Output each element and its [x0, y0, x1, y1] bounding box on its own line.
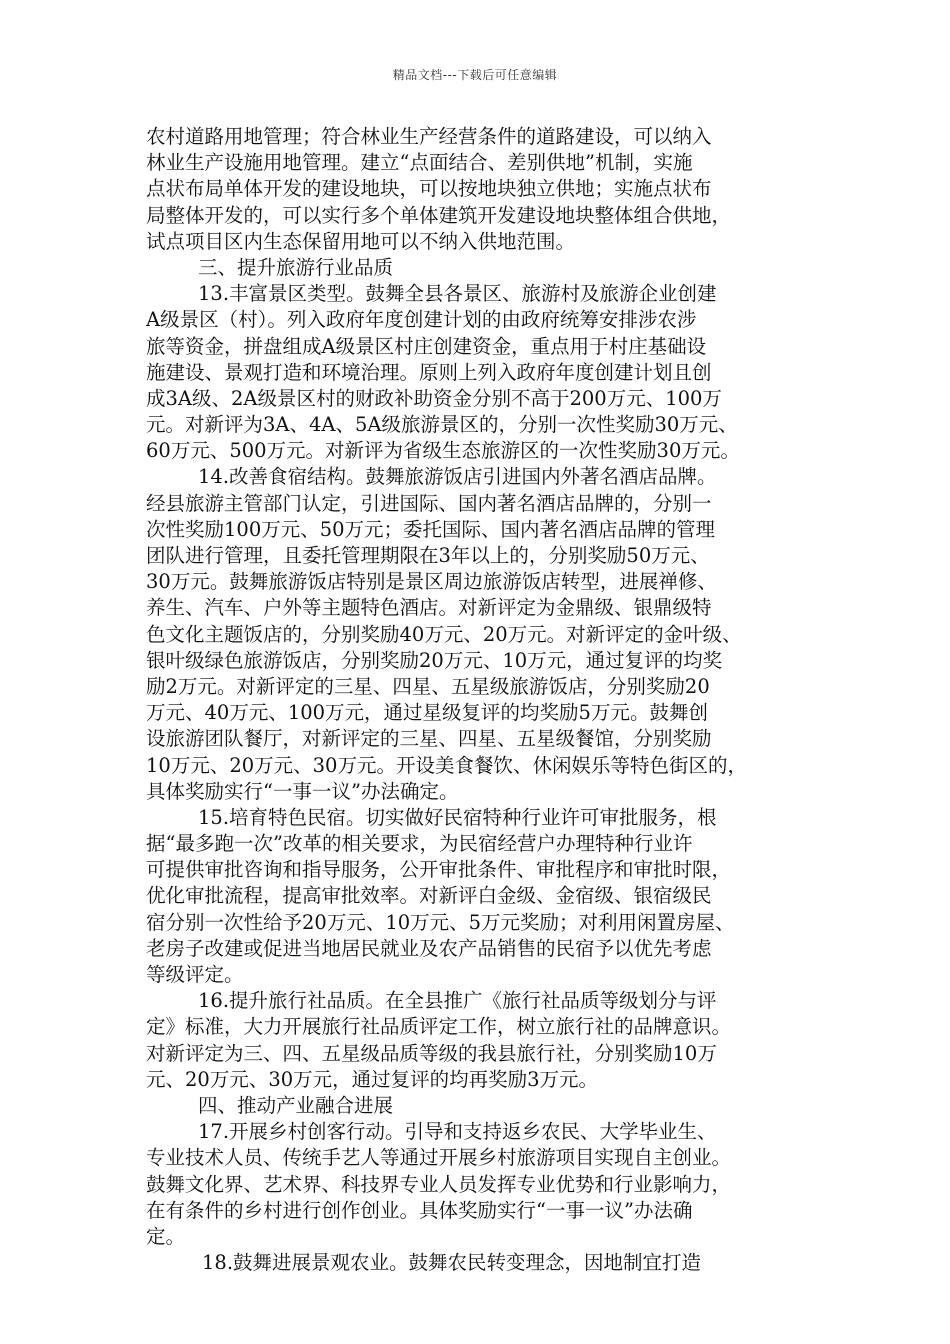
text-line: 13.丰富景区类型。鼓舞全县各景区、旅游村及旅游企业创建	[198, 282, 717, 306]
text-line: 励2万元。对新评定的三星、四星、五星级旅游饭店，分别奖励20	[146, 674, 710, 698]
text-line: 次性奖励100万元、50万元；委托国际、国内著名酒店品牌的管理	[146, 517, 716, 541]
text-line: 宿分别一次性给予20万元、10万元、5万元奖励；对利用闲置房屋、	[146, 910, 735, 934]
text-line: 18.鼓舞进展景观农业。鼓舞农民转变理念，因地制宜打造	[202, 1251, 702, 1275]
text-line: 10万元、20万元、30万元。开设美食餐饮、休闲娱乐等特色街区的，	[146, 753, 747, 777]
text-line: 具体奖励实行“一事一议”办法确定。	[146, 779, 459, 803]
document-body	[146, 124, 810, 1276]
text-line: 色文化主题饭店的，分别奖励40万元、20万元。对新评定的金叶级、	[146, 622, 742, 646]
text-line: 万元、40万元、100万元，通过星级复评的均奖励5万元。鼓舞创	[146, 701, 708, 725]
text-line: 三、提升旅游行业品质	[198, 255, 394, 279]
text-line: 17.开展乡村创客行动。引导和支持返乡农民、大学毕业生、	[198, 1120, 717, 1144]
text-line: 定。	[146, 1224, 186, 1248]
text-line: 成3A级、2A级景区村的财政补助资金分别不高于200万元、100万	[146, 386, 722, 410]
text-line: 林业生产设施用地管理。建立“点面结合、差别供地”机制，实施	[146, 151, 693, 175]
text-line: 定》标准，大力开展旅行社品质评定工作，树立旅行社的品牌意识。	[146, 1015, 732, 1039]
text-line: 设旅游团队餐厅，对新评定的三星、四星、五星级餐馆，分别奖励	[146, 727, 712, 751]
text-line: 旅等资金，拼盘组成A级景区村庄创建资金，重点用于村庄基础设	[146, 334, 707, 358]
text-line: 可提供审批咨询和指导服务，公开审批条件、审批程序和审批时限，	[146, 858, 732, 882]
text-line: 30万元。鼓舞旅游饭店特别是景区周边旅游饭店转型，进展禅修、	[146, 570, 717, 594]
text-line: 鼓舞文化界、艺术界、科技界专业人员发挥专业优势和行业影响力，	[146, 1172, 732, 1196]
text-line: 专业技术人员、传统手艺人等通过开展乡村旅游项目实现自主创业。	[146, 1146, 732, 1170]
text-line: 团队进行管理，且委托管理期限在3年以上的，分别奖励50万元、	[146, 544, 710, 567]
text-line: 经县旅游主管部门认定，引进国际、国内著名酒店品牌的，分别一	[146, 491, 712, 515]
text-line: 据“最多跑一次”改革的相关要求，为民宿经营户办理特种行业许	[146, 832, 693, 856]
text-line: 养生、汽车、户外等主题特色酒店。对新评定为金鼎级、银鼎级特	[146, 596, 712, 620]
text-line: 14.改善食宿结构。鼓舞旅游饭店引进国内外著名酒店品牌。	[198, 465, 717, 489]
text-line: 对新评定为三、四、五星级品质等级的我县旅行社，分别奖励10万	[146, 1041, 717, 1065]
text-line: 试点项目区内生态保留用地可以不纳入供地范围。	[146, 229, 576, 253]
text-line: 施建设、景观打造和环境治理。原则上列入政府年度创建计划且创	[146, 360, 712, 384]
text-line: 在有条件的乡村进行创作创业。具体奖励实行“一事一议”办法确	[146, 1198, 693, 1222]
text-line: 老房子改建或促进当地居民就业及农产品销售的民宿予以优先考虑	[146, 936, 712, 960]
text-line: 15.培育特色民宿。切实做好民宿特种行业许可审批服务，根	[198, 805, 717, 829]
page-header: 精品文档---下载后可任意编辑	[392, 68, 558, 82]
text-line: 四、推动产业融合进展	[198, 1093, 394, 1117]
text-line: 元、20万元、30万元，通过复评的均再奖励3万元。	[146, 1067, 599, 1091]
text-line: 60万元、500万元。对新评为省级生态旅游区的一次性奖励30万元。	[146, 439, 740, 463]
text-line: 16.提升旅行社品质。在全县推广《旅行社品质等级划分与评	[198, 989, 717, 1013]
text-line: 元。对新评为3A、4A、5A级旅游景区的，分别一次性奖励30万元、	[146, 413, 738, 437]
text-line: 等级评定。	[146, 963, 244, 986]
text-line: 点状布局单体开发的建设地块，可以按地块独立供地；实施点状布	[146, 177, 712, 201]
text-line: 局整体开发的，可以实行多个单体建筑开发建设地块整体组合供地，	[146, 203, 732, 227]
text-line: 银叶级绿色旅游饭店，分别奖励20万元、10万元，通过复评的均奖	[146, 648, 723, 672]
text-line: 优化审批流程，提高审批效率。对新评白金级、金宿级、银宿级民	[146, 884, 712, 908]
text-line: 农村道路用地管理；符合林业生产经营条件的道路建设，可以纳入	[146, 125, 712, 148]
text-line: A级景区（村）。列入政府年度创建计划的由政府统筹安排涉农涉	[146, 308, 697, 332]
